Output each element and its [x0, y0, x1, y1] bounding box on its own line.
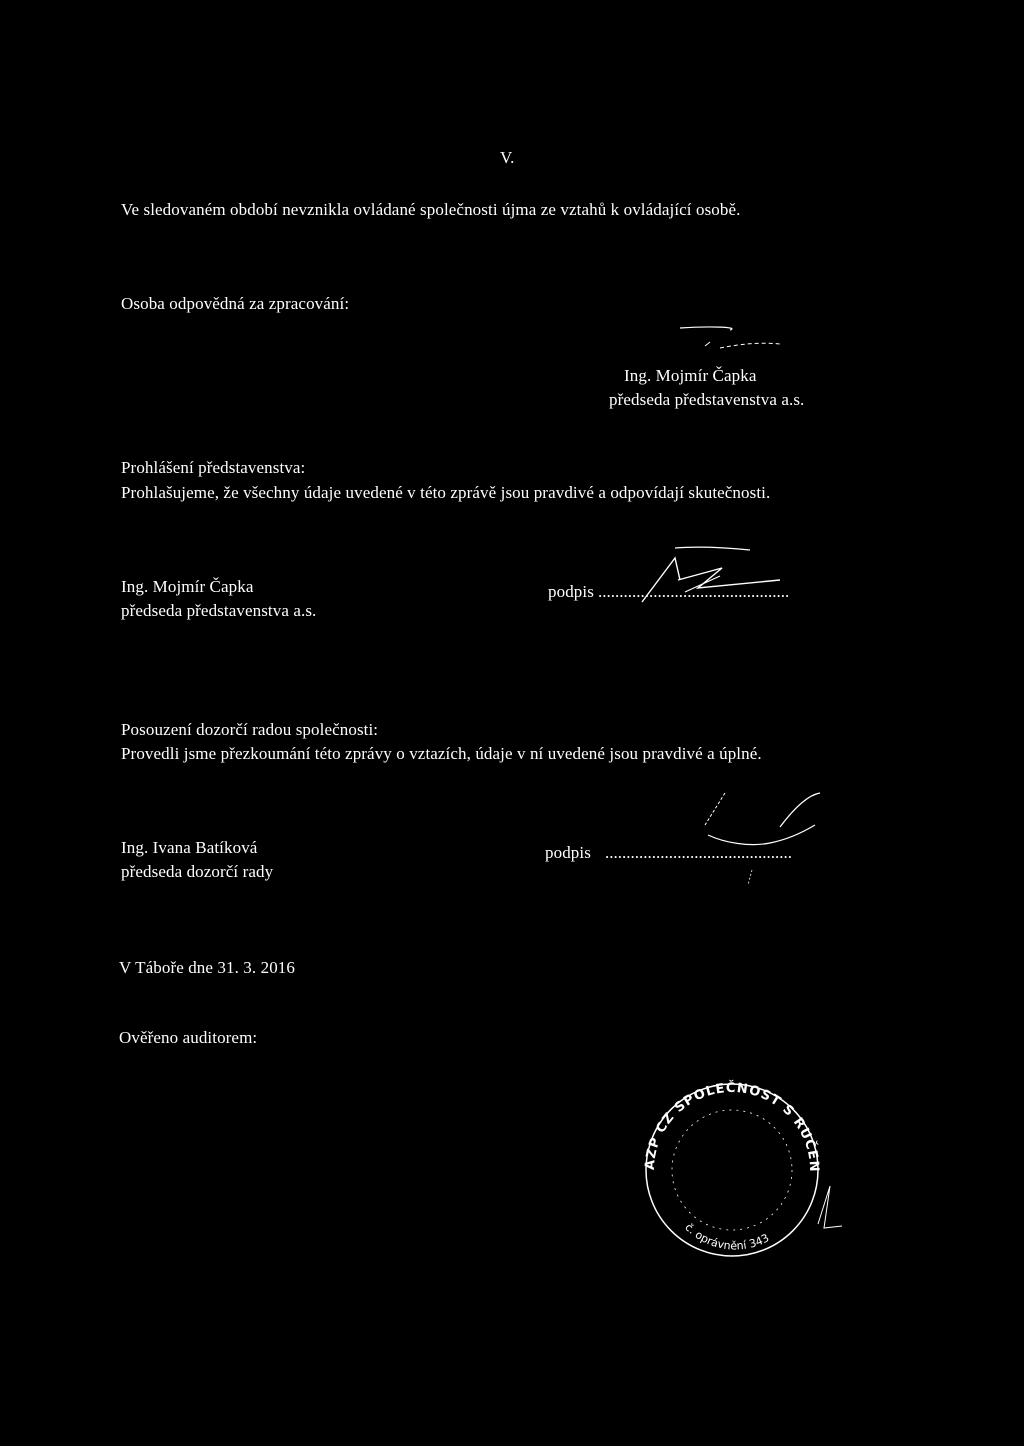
- responsible-role: předseda představenstva a.s.: [609, 390, 805, 409]
- responsible-name: Ing. Mojmír Čapka: [624, 366, 757, 385]
- board-signature: [630, 540, 810, 610]
- board-declaration-text: Prohlašujeme, že všechny údaje uvedené v této zprávě jsou pravdivé a odpovídají skutečnosti.: [121, 483, 771, 502]
- responsible-label: Osoba odpovědná za zpracování:: [121, 294, 350, 313]
- supervisory-review-title: Posouzení dozorčí radou společnosti:: [121, 720, 379, 739]
- board-signatory-name: Ing. Mojmír Čapka: [121, 577, 254, 596]
- supervisory-signature-line: ............................................: [605, 843, 792, 862]
- place-date: V Táboře dne 31. 3. 2016: [119, 958, 295, 977]
- supervisory-signatory-role: předseda dozorčí rady: [121, 862, 274, 881]
- stamp-text-top: AZP CZ SPOLEČNOST S RUČENÍM OMEZENÝM: [623, 1067, 822, 1173]
- supervisory-signature-label: podpis: [545, 843, 591, 862]
- supervisory-signatory-name: Ing. Ivana Batíková: [121, 838, 258, 857]
- auditor-stamp: [623, 1067, 860, 1258]
- svg-text:AZP CZ SPOLEČNOST S RUČENÍM OM: [623, 1066, 821, 1173]
- auditor-label: Ověřeno auditorem:: [119, 1028, 258, 1047]
- stamp-text-bottom: č. oprávnění 343: [682, 1220, 772, 1253]
- board-declaration-title: Prohlášení představenstva:: [121, 458, 306, 477]
- supervisory-review-text: Provedli jsme přezkoumání této zprávy o vztazích, údaje v ní uvedené jsou pravdivé a úplné.: [121, 744, 762, 763]
- statement-text: Ve sledovaném období nevznikla ovládané společnosti újma ze vztahů k ovládající osobě.: [121, 200, 741, 219]
- board-signature-line: .............................................: [598, 582, 790, 601]
- board-signatory-role: předseda představenstva a.s.: [121, 601, 317, 620]
- board-signature-label: podpis: [548, 582, 594, 601]
- supervisory-signature: [680, 785, 840, 895]
- section-heading: V.: [500, 148, 515, 167]
